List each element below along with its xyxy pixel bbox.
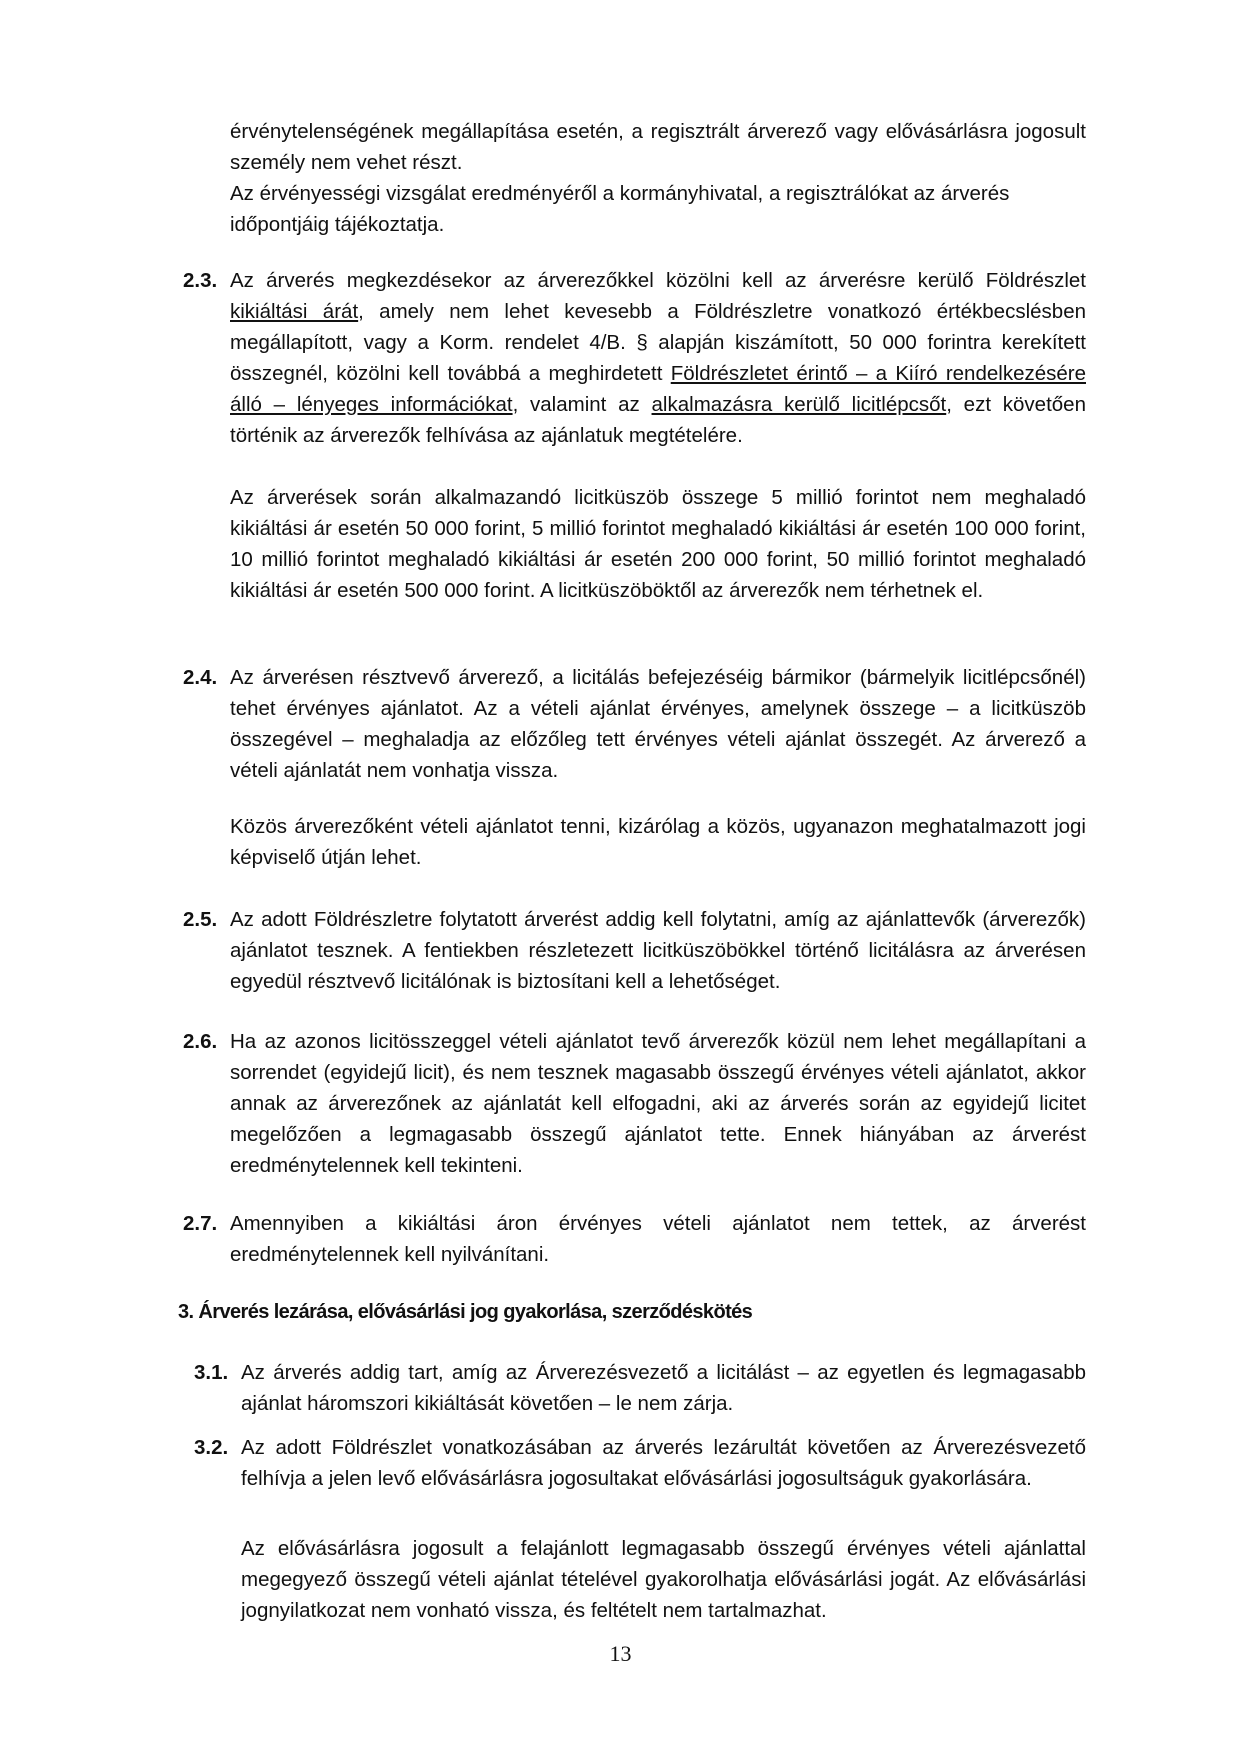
- section-number: 3.1.: [194, 1361, 229, 1384]
- intro-paragraph-2: Az érvényességi vizsgálat eredményéről a kormányhivatal, a regisztrálókat az árverés időpontjáig tájékoztatja.: [230, 182, 1010, 236]
- section-2-3-paragraph-1: [230, 265, 1086, 451]
- intro-paragraph-1: érvénytelenségének megállapítása esetén, a regisztrált árverező vagy elővásárlásra jogosult személy nem vehet részt.: [230, 120, 1086, 174]
- page-number: 13: [609, 1641, 632, 1666]
- underlined-term-lenyeges-informaciok: Földrészletet érintő – a Kiíró rendelkezésére álló – lényeges információkat: [230, 362, 1086, 416]
- section-2-4-paragraph-1: Az árverésen résztvevő árverező, a licitálás befejezéséig bármikor (bármelyik licitlépcsőnél) tehet érvényes ajánlatot. Az a vételi ajánlat érvényes, amelynek összege – a licitküszöb összegével – meghaladja az előzőleg tett érvényes vételi ajánlat összegét. Az árverező a vételi ajánlatát nem vonhatja vissza.: [230, 666, 1086, 782]
- section-number: 2.6.: [183, 1030, 218, 1053]
- underlined-term-licitlepcso: alkalmazásra kerülő licitlépcsőt: [651, 393, 947, 416]
- section-number: 2.5.: [183, 908, 218, 931]
- section-3-heading: 3. Árverés lezárása, elővásárlási jog gyakorlása, szerződéskötés: [178, 1301, 753, 1323]
- section-number: 3.2.: [194, 1436, 229, 1459]
- section-2-7-paragraph: Amennyiben a kikiáltási áron érvényes vételi ajánlatot nem tettek, az árverést eredménytelennek kell nyilvánítani.: [230, 1212, 1086, 1266]
- section-2-5-paragraph: Az adott Földrészletre folytatott árverést addig kell folytatni, amíg az ajánlattevők (árverezők) ajánlatot tesznek. A fentiekben részletezett licitküszöbökkel történő licitálásra az árverésen egyedül résztvevő licitálónak is biztosítani kell a lehetőséget.: [230, 908, 1086, 993]
- section-3-1-paragraph: Az árverés addig tart, amíg az Árverezésvezető a licitálást – az egyetlen és legmagasabb ajánlat háromszori kikiáltását követően – le nem zárja.: [241, 1361, 1086, 1415]
- text-run: , ezt követően történik az árverezők felhívása az ajánlatuk megtételére.: [230, 393, 1086, 447]
- section-2-6-paragraph: Ha az azonos licitösszeggel vételi ajánlatot tevő árverezők közül nem lehet megállapítani a sorrendet (egyidejű licit), és nem tesznek magasabb összegű érvényes vételi ajánlatot, akkor annak az árverezőnek az ajánlatát kell elfogadni, aki az árverés során az egyidejű licitet megelőzően a legmagasabb összegű ajánlatot tette. Ennek hiányában az árverést eredménytelennek kell tekinteni.: [230, 1030, 1086, 1177]
- underlined-term-kikialtasi-ar: kikiáltási árát: [230, 300, 359, 323]
- section-2-3-paragraph-2: Az árverések során alkalmazandó licitküszöb összege 5 millió forintot nem meghaladó kikiáltási ár esetén 50 000 forint, 5 millió forintot meghaladó kikiáltási ár esetén 100 000 forint, 10 millió forintot meghaladó kikiáltási ár esetén 200 000 forint, 50 millió forintot meghaladó kikiáltási ár esetén 500 000 forint. A licitküszöböktől az árverezők nem térhetnek el.: [230, 486, 1086, 602]
- section-2-4-paragraph-2: Közös árverezőként vételi ajánlatot tenni, kizárólag a közös, ugyanazon meghatalmazott jogi képviselő útján lehet.: [230, 815, 1086, 869]
- section-3-2-paragraph-2: Az elővásárlásra jogosult a felajánlott legmagasabb összegű érvényes vételi ajánlattal megegyező összegű vételi ajánlat tételével gyakorolhatja elővásárlási jogát. Az elővásárlási jognyilatkozat nem vonható vissza, és feltételt nem tartalmazhat.: [241, 1537, 1086, 1622]
- text-run: , valamint az: [512, 393, 652, 416]
- section-number: 2.3.: [183, 269, 218, 292]
- text-run: , amely nem lehet kevesebb a Földrészletre vonatkozó értékbecslésben megállapított, vagy a Korm. rendelet 4/B. § alapján kiszámított, 50 000 forintra kerekített összegnél, közölni kell továbbá a meghirdetett: [230, 300, 1086, 385]
- section-3-2-paragraph-1: Az adott Földrészlet vonatkozásában az árverés lezárultát követően az Árverezésvezető felhívja a jelen levő elővásárlásra jogosultakat elővásárlási jogosultságuk gyakorlására.: [241, 1436, 1086, 1490]
- text-run: Az árverés megkezdésekor az árverezőkkel közölni kell az árverésre kerülő Földrészlet: [230, 269, 1086, 292]
- section-number: 2.7.: [183, 1212, 218, 1235]
- section-number: 2.4.: [183, 666, 218, 689]
